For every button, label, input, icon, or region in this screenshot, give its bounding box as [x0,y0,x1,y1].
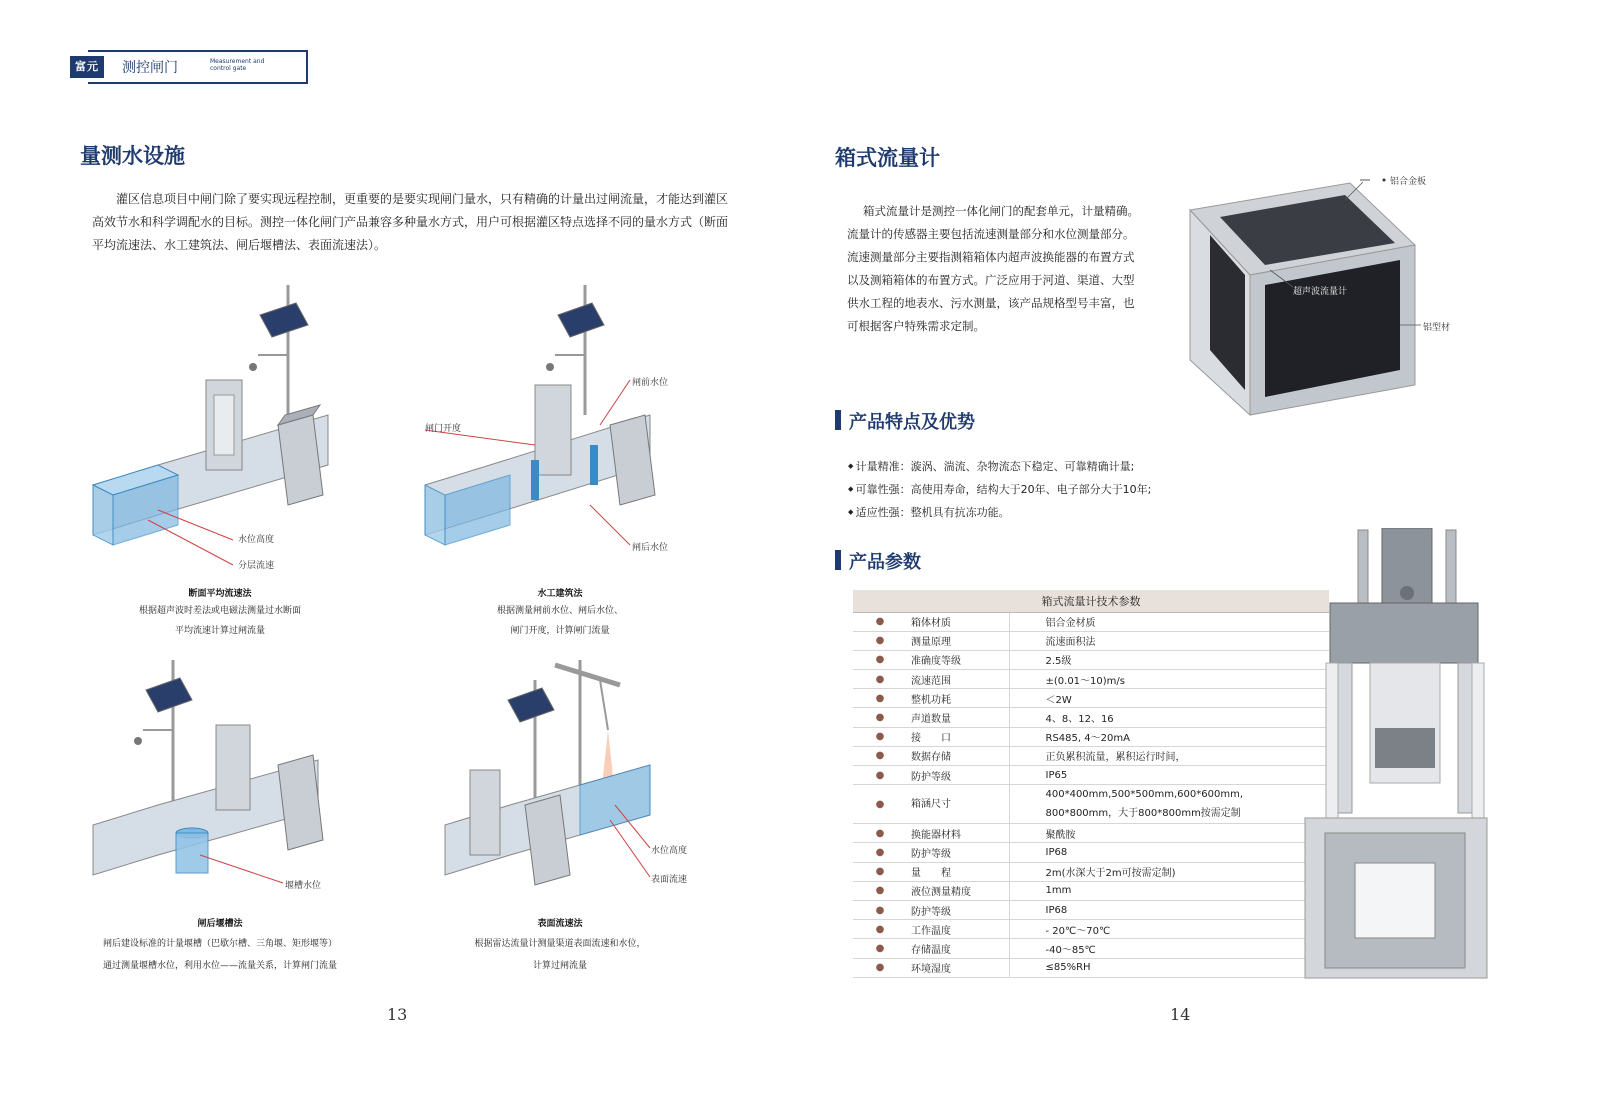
label-layered-velocity: 分层流速 [238,561,275,571]
table-row: ● 箱涵尺寸 400*400mm,500*500mm,600*600mm, 800*800mm，大于800*800mm按需定制 [853,785,1329,824]
table-row: ● 数据存储 正负累积流量，累积运行时间， [853,746,1329,765]
method-2-title: 水工建筑法 [537,589,583,599]
params-table [853,590,1329,978]
table-row: ● 量 程 2m(水深大于2m可按需定制) [853,862,1329,881]
table-row: ● 工作温度 - 20℃～70℃ [853,920,1329,939]
method-2-desc-1: 根据测量闸前水位、闸后水位、 [496,606,623,616]
header-title: 测控闸门 [122,60,178,76]
features-list [848,455,1288,524]
right-intro [847,200,1177,338]
table-row: ● 液位测量精度 1mm [853,881,1329,900]
method-3-title: 闸后堰槽法 [197,919,243,929]
features-heading: 产品特点及优势 [835,408,975,434]
feature-item: ◆ 计量精准：漩涡、湍流、杂物流态下稳定、可靠精确计量; [848,455,1288,478]
intro-line-6: 可根据客户特殊需求定制。 [847,319,985,333]
table-row: ● 防护等级 IP65 [853,766,1329,785]
table-row: ● 测量原理 流速面积法 [853,631,1329,650]
label-downstream-level: 闸后水位 [632,543,669,553]
method-4-desc-2: 计算过闸流量 [532,961,587,971]
diagram-hydraulic-structure [420,275,670,565]
table-row: ● 箱体材质 铝合金材质 [853,612,1329,631]
table-row: ● 换能器材料 聚酰胺 [853,824,1329,843]
intro-line-4: 以及测箱箱体的布置方式。广泛应用于河道、渠道、大型 [847,273,1135,287]
table-row: ● 接 口 RS485, 4～20mA [853,727,1329,746]
table-row: ● 准确度等级 2.5级 [853,650,1329,669]
table-row: ● 声道数量 4、8、12、16 [853,708,1329,727]
left-heading: 量测水设施 [80,144,185,168]
label-upstream-level: 闸前水位 [632,378,669,388]
diagram-weir-flume [88,655,338,900]
label-water-level-1: 水位高度 [238,535,275,545]
intro-line-2: 流量计的传感器主要包括流速测量部分和水位测量部分。 [847,227,1135,241]
method-2-desc-2: 闸门开度，计算闸门流量 [510,626,610,636]
table-row: ● 防护等级 IP68 [853,843,1329,862]
intro-line-3: 流速测量部分主要指测箱箱体内超声波换能器的布置方式 [847,250,1135,264]
table-row: ● 防护等级 IP68 [853,900,1329,919]
method-4-title: 表面流速法 [537,919,583,929]
table-row: ● 环境湿度 ≤85%RH [853,958,1329,977]
table-row: ● 流速范围 ±(0.01～10)m/s [853,670,1329,689]
label-aluminum-plate: 铝合金板 [1390,177,1427,187]
box-flowmeter-image [1185,175,1425,420]
method-1-desc-1: 根据超声波时差法或电磁法测量过水断面 [138,606,301,616]
params-table-title: 箱式流量计技术参数 [853,590,1329,612]
left-intro: 灌区信息项目中闸门除了要实现远程控制，更重要的是要实现闸门量水，只有精确的计量出过闸流量，才能达到灌区高效节水和科学调配水的目标。测控一体化闸门产品兼容多种量水方式，用户可根据灌区特点选择不同的量水方式（断面平均流速法、水工建筑法、闸后堰槽法、表面流速法）。 [92,192,729,252]
label-weir-level: 堰槽水位 [285,881,322,891]
table-row: ● 存储温度 -40～85℃ [853,939,1329,958]
logo-mark: 富元 [70,56,104,78]
feature-item: ◆ 可靠性强：高使用寿命，结构大于20年、电子部分大于10年; [848,478,1288,501]
label-ultrasonic-meter: 超声波流量计 [1293,287,1348,297]
intro-line-5: 供水工程的地表水、污水测量，该产品规格型号丰富，也 [847,296,1135,310]
label-gate-opening: 闸门开度 [425,424,462,434]
method-3-desc-2: 通过测量堰槽水位，利用水位——流量关系，计算闸门流量 [102,961,337,971]
page-number-left: 13 [387,1005,408,1024]
method-3-desc-1: 闸后建设标准的计量堰槽（巴歇尔槽、三角堰、矩形堰等） [102,939,337,949]
method-1-title: 断面平均流速法 [188,589,252,599]
intro-line-1: 箱式流量计是测控一体化闸门的配套单元，计量精确。 [863,204,1139,218]
diagram-section-avg-velocity [88,275,338,585]
label-aluminum-profile: 铝型材 [1423,323,1451,333]
right-page [800,0,1600,1093]
gate-product-image [1300,528,1490,983]
method-4-desc-1: 根据雷达流量计测量渠道表面流速和水位， [474,939,646,949]
feature-item: ◆ 适应性强：整机具有抗冻功能。 [848,501,1288,524]
label-surface-velocity: 表面流速 [651,875,688,885]
right-heading: 箱式流量计 [835,146,940,170]
params-heading: 产品参数 [835,548,921,574]
diagram-surface-velocity [440,655,680,900]
header-title-en: Measurement and control gate [210,58,265,72]
method-1-desc-2: 平均流速计算过闸流量 [174,626,265,636]
page-number-right: 14 [1170,1005,1191,1024]
table-row: ● 整机功耗 ＜2W [853,689,1329,708]
label-water-level-4: 水位高度 [651,846,688,856]
